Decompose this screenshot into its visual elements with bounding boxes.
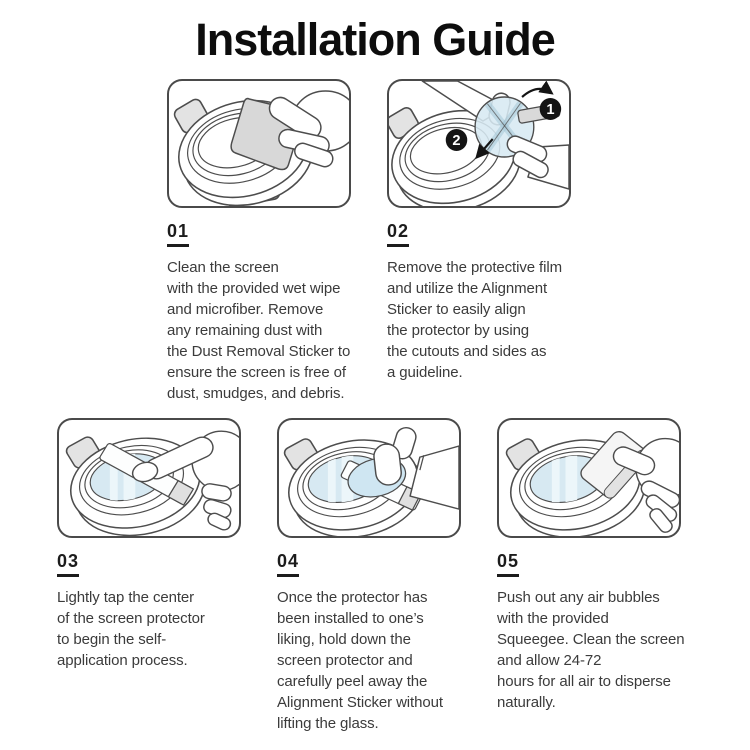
step3-tap-center-illustration bbox=[59, 420, 239, 536]
step-description: Clean the screen with the provided wet wipe and microfiber. Remove any remaining dust with the Dust Removal Sticker to ensure the screen is free of dust, smudges, and debris. bbox=[167, 259, 351, 403]
step-02-figure bbox=[387, 79, 571, 208]
hand-icon-2 bbox=[505, 134, 569, 189]
step-05 bbox=[497, 418, 693, 734]
svg-text:1: 1 bbox=[546, 102, 555, 119]
svg-text:2: 2 bbox=[452, 133, 461, 150]
step-05-figure bbox=[497, 418, 681, 538]
step-02 bbox=[387, 79, 583, 404]
page-title: Installation Guide bbox=[195, 14, 555, 65]
badge-1 bbox=[540, 98, 562, 120]
step-number: 04 bbox=[277, 551, 299, 577]
arrow-1-icon bbox=[522, 89, 551, 97]
step1-clean-screen-illustration bbox=[169, 81, 349, 206]
step2-align-protector-illustration bbox=[389, 81, 569, 206]
step4-peel-sticker-illustration bbox=[279, 420, 459, 536]
step-description: Remove the protective film and utilize the Alignment Sticker to easily align the protector by using the cutouts and sides as a guideline. bbox=[387, 259, 562, 382]
step5-squeegee-illustration bbox=[499, 420, 679, 536]
step-03-figure bbox=[57, 418, 241, 538]
badge-2 bbox=[446, 129, 468, 151]
steps-row-1 bbox=[0, 79, 750, 404]
step-04 bbox=[277, 418, 473, 734]
step-description: Once the protector has been installed to one’s liking, hold down the screen protector and carefully peel away the Alignment Sticker without lifting the glass. bbox=[277, 589, 443, 733]
step-number: 02 bbox=[387, 221, 409, 247]
step-03 bbox=[57, 418, 253, 734]
step-04-figure bbox=[277, 418, 461, 538]
steps-row-2 bbox=[0, 418, 750, 734]
step-number: 05 bbox=[497, 551, 519, 577]
step-number: 03 bbox=[57, 551, 79, 577]
step-description: Push out any air bubbles with the provided Squeegee. Clean the screen and allow 24-72 hours for all air to disperse naturally. bbox=[497, 589, 685, 712]
step-01 bbox=[167, 79, 363, 404]
step-number: 01 bbox=[167, 221, 189, 247]
step-description: Lightly tap the center of the screen protector to begin the self- application process. bbox=[57, 589, 205, 670]
step-01-figure bbox=[167, 79, 351, 208]
